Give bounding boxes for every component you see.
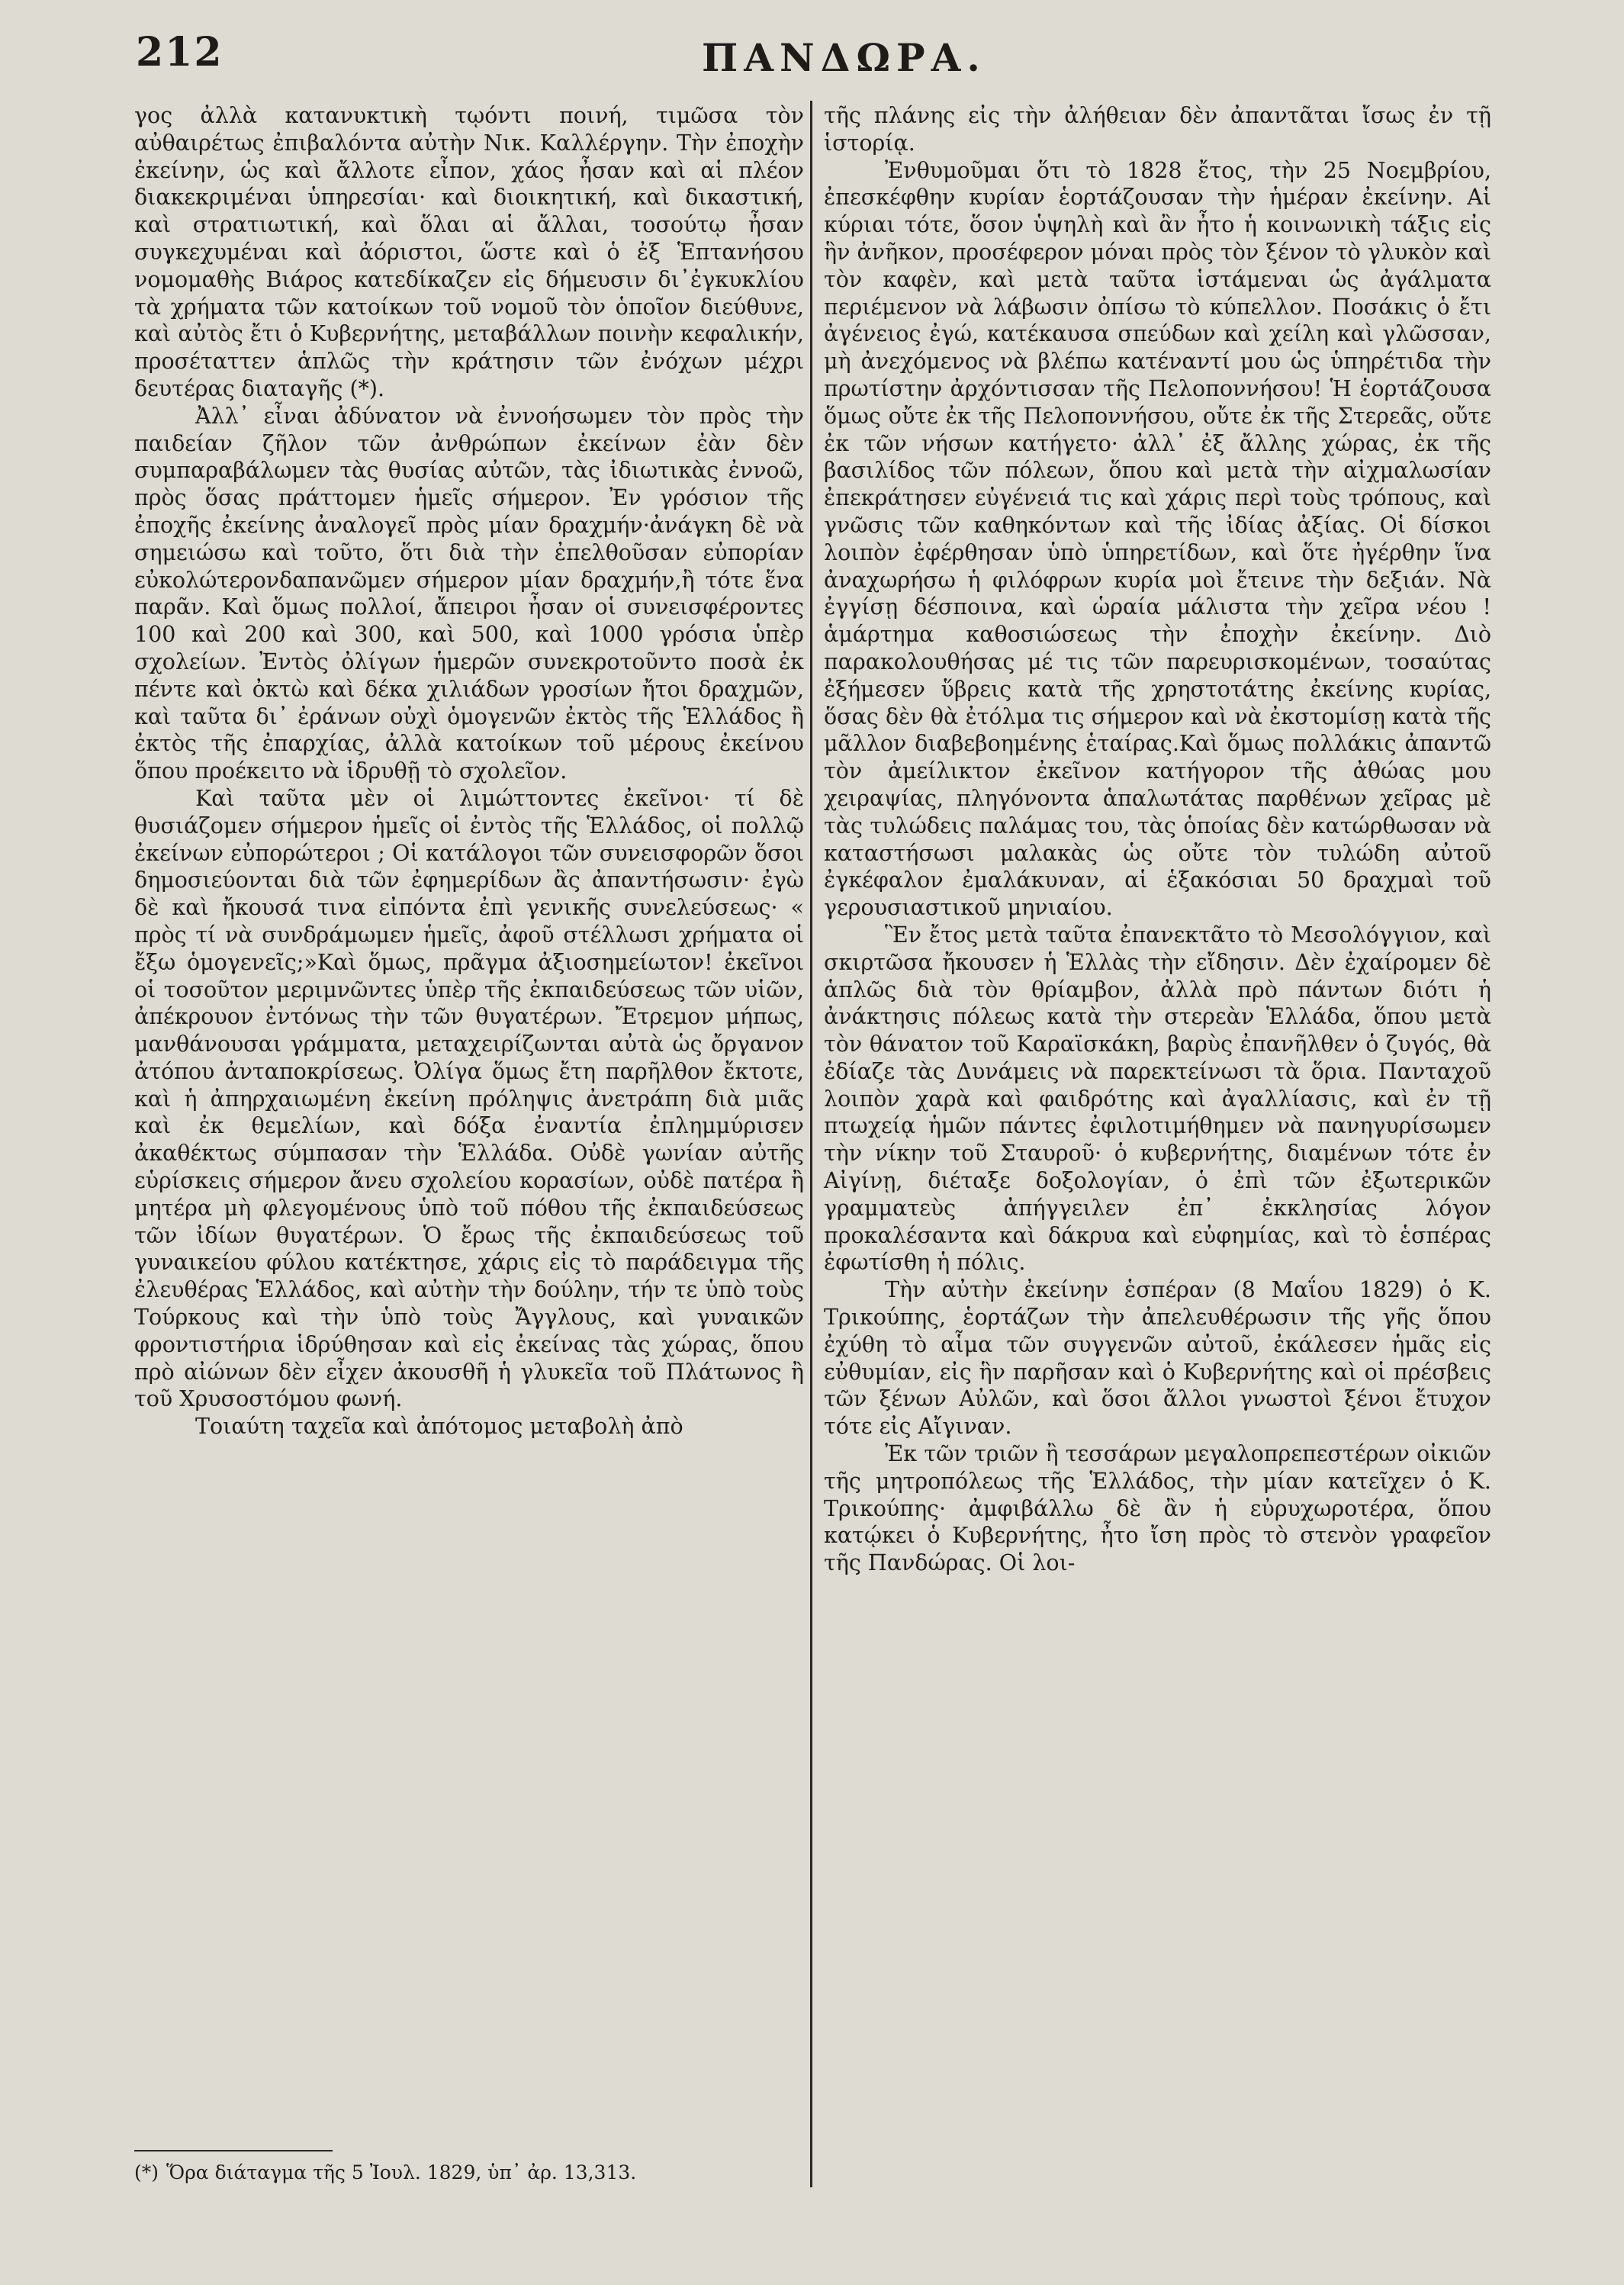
left-paragraph-2: Ἀλλ᾽ εἶναι ἀδύνατον νὰ ἐννοήσωμεν τὸν πρὸς τὴν παιδείαν ζῆλον τῶν ἀνθρώπων ἐκείνων ἐὰν δὲν συμπαραβάλωμεν τὰς θυσίας αὐτῶν, τὰς ἰδιωτικὰς ἐννοῶ, πρὸς ὅσας πράττομεν ἡμεῖς σήμερον. Ἐν γρόσιον τῆς ἐποχῆς ἐκείνης ἀναλογεῖ πρὸς μίαν δραχμήν·ἀνάγκη δὲ νὰ σημειώσω καὶ τοῦτο, ὅτι διὰ τὴν ἐπελθοῦσαν εὐπορίαν εὐκολώτερονδαπανῶμεν σήμερον μίαν δραχμήν,ἢ τότε ἕνα παρᾶν. Καὶ ὅμως πολλοί, ἄπειροι ἦσαν οἱ συνεισφέροντες 100 καὶ 200 καὶ 300, καὶ 500, καὶ 1000 γρόσια ὑπὲρ σχολείων. Ἐντὸς ὀλίγων ἡμερῶν συνεκροτοῦντο ποσὰ ἐκ πέντε καὶ ὀκτὼ καὶ δέκα χιλιάδων γροσίων ἤτοι δραχμῶν, καὶ ταῦτα δι᾽ ἐράνων οὐχὶ ὁμογενῶν ἐκτὸς τῆς Ἑλλάδος ἢ ἐκτὸς τῆς ἐπαρχίας, ἀλλὰ κατοίκων τοῦ μέρους ἐκείνου ὅπου προέκειτο νὰ ἱδρυθῇ τὸ σχολεῖον.	[134, 403, 804, 784]
right-paragraph-4: Τὴν αὐτὴν ἐκείνην ἑσπέραν (8 Μαΐου 1829) ὁ Κ. Τρικούπης, ἑορτάζων τὴν ἀπελευθέρωσιν τῆς γῆς ὅπου ἐχύθη τὸ αἷμα τῶν συγγενῶν αὐτοῦ, ἐκάλεσεν ἡμᾶς εἰς εὐθυμίαν, εἰς ἣν παρῆσαν καὶ ὁ Κυβερνήτης καὶ οἱ πρέσβεις τῶν ξένων Αὐλῶν, καὶ ὅσοι ἄλλοι γνωστοὶ ξένοι ἔτυχον τότε εἰς Αἴγιναν.	[824, 1277, 1491, 1440]
left-paragraph-3: Καὶ ταῦτα μὲν οἱ λιμώττοντες ἐκεῖνοι· τί δὲ θυσιάζομεν σήμερον ἡμεῖς οἱ ἐντὸς τῆς Ἑλλάδος, οἱ πολλῷ ἐκείνων εὐπορώτεροι ; Οἱ κατάλογοι τῶν συνεισφορῶν ὅσοι δημοσιεύονται διὰ τῶν ἐφημερίδων ἂς ἀπαντήσωσιν· ἐγὼ δὲ καὶ ἤκουσά τινα εἰπόντα ἐπὶ γενικῆς συνελεύσεως· « πρὸς τί νὰ συνδράμωμεν ἡμεῖς, ἀφοῦ στέλλωσι χρήματα οἱ ἔξω ὁμογενεῖς;»Καὶ ὅμως, πρᾶγμα ἀξιοσημείωτον! ἐκεῖνοι οἱ τοσοῦτον μεριμνῶντες ὑπὲρ τῆς ἐκπαιδεύσεως τῶν υἱῶν, ἀπέκρουον ἐντόνως τὴν τῶν θυγατέρων. Ἔτρεμον μήπως, μανθάνουσαι γράμματα, μεταχειρίζωνται αὐτὰ ὡς ὄργανον ἀτόπου ἀνταποκρίσεως. Ὀλίγα ὅμως ἔτη παρῆλθον ἔκτοτε, καὶ ἡ ἀπηρχαιωμένη ἐκείνη πρόληψις ἀνετράπη διὰ μιᾶς καὶ ἐκ θεμελίων, καὶ δόξα ἐναντία ἐπλημμύρισεν ἀκαθέκτως σύμπασαν τὴν Ἑλλάδα. Οὐδὲ γωνίαν αὐτῆς εὑρίσκεις σήμερον ἄνευ σχολείου κορασίων, οὐδὲ πατέρα ἢ μητέρα μὴ φλεγομένους ὑπὸ τοῦ πόθου τῆς ἐκπαιδεύσεως τῶν ἰδίων θυγατέρων. Ὁ ἔρως τῆς ἐκπαιδεύσεως τοῦ γυναικείου φύλου κατέκτησε, χάρις εἰς τὸ παράδειγμα τῆς ἐλευθέρας Ἑλλάδος, καὶ αὐτὴν τὴν δούλην, τήν τε ὑπὸ τοὺς Τούρκους καὶ τὴν ὑπὸ τοὺς Ἄγγλους, καὶ γυναικῶν φροντιστήρια ἱδρύθησαν καὶ εἰς ἐκείνας τὰς χώρας, ὅπου πρὸ αἰώνων δὲν εἶχεν ἀκουσθῆ ἡ γλυκεῖα τοῦ Πλάτωνος ἢ τοῦ Χρυσοστόμου φωνή.	[134, 785, 804, 1412]
journal-title: ΠΑΝΔΩΡΑ.	[702, 35, 986, 80]
footnote-text: Ὅρα διάταγμα τῆς 5 Ἰουλ. 1829, ὑπ᾽ ἀρ. 13,313.	[166, 2161, 637, 2184]
left-paragraph-4: Τοιαύτη ταχεῖα καὶ ἀπότομος μεταβολὴ ἀπὸ	[195, 1414, 683, 1440]
left-column	[134, 102, 804, 2086]
page-number: 212	[136, 29, 224, 76]
right-paragraph-1: τῆς πλάνης εἰς τὴν ἀλήθειαν δὲν ἀπαντᾶται ἴσως ἐν τῇ ἱστορίᾳ.	[824, 103, 1491, 156]
footnote	[134, 2161, 804, 2185]
right-paragraph-5: Ἐκ τῶν τριῶν ἢ τεσσάρων μεγαλοπρεπεστέρων οἰκιῶν τῆς μητροπόλεως τῆς Ἑλλάδος, τὴν μίαν κατεῖχεν ὁ Κ. Τρικούπης· ἀμφιβάλλω δὲ ἂν ἡ εὐρυχωροτέρα, ὅπου κατῴκει ὁ Κυβερνήτης, ἦτο ἴση πρὸς τὸ στενὸν γραφεῖον τῆς Πανδώρας. Οἱ λοι-	[824, 1441, 1491, 1576]
footnote-rule	[134, 2150, 333, 2151]
column-divider	[810, 101, 812, 2187]
right-paragraph-3: Ἓν ἔτος μετὰ ταῦτα ἐπανεκτᾶτο τὸ Μεσολόγγιον, καὶ σκιρτῶσα ἤκουσεν ἡ Ἑλλὰς τὴν εἴδησιν. Δὲν ἐχαίρομεν δὲ ἁπλῶς διὰ τὸν θρίαμβον, ἀλλὰ πρὸ πάντων διότι ἡ ἀνάκτησις πόλεως κατὰ τὴν στερεὰν Ἑλλάδα, ὅπου μετὰ τὸν θάνατον τοῦ Καραϊσκάκη, βαρὺς ἐπανῆλθεν ὁ ζυγός, θὰ ἐδίαζε τὰς Δυνάμεις νὰ παρεκτείνωσι τὰ ὅρια. Πανταχοῦ λοιπὸν χαρὰ καὶ φαιδρότης καὶ ἀγαλλίασις, καὶ ἐν τῇ πτωχείᾳ ἡμῶν πάντες ἐφιλοτιμήθημεν νὰ πανηγυρίσωμεν τὴν νίκην τοῦ Σταυροῦ· ὁ κυβερνήτης, διαμένων τότε ἐν Αἰγίνῃ, διέταξε δοξολογίαν, ὁ ἐπὶ τῶν ἐξωτερικῶν γραμματεὺς ἀπήγγειλεν ἐπ᾽ ἐκκλησίας λόγον προκαλέσαντα καὶ δάκρυα καὶ εὐφημίας, καὶ τὸ ἑσπέρας ἐφωτίσθη ἡ πόλις.	[824, 922, 1491, 1276]
footnote-marker: (*)	[134, 2161, 159, 2184]
left-paragraph-1: γος ἀλλὰ κατανυκτικὴ τῳόντι ποινή, τιμῶσα τὸν αὐθαιρέτως ἐπιβαλόντα αὐτὴν Νικ. Καλλέργην. Τὴν ἐποχὴν ἐκείνην, ὡς καὶ ἄλλοτε εἶπον, χάος ἦσαν καὶ αἱ πλέον διακεκριμέναι ὑπηρεσίαι· καὶ διοικητική, καὶ δικαστική, καὶ στρατιωτική, καὶ ὅλαι αἱ ἄλλαι, τοσούτῳ ἦσαν συγκεχυμέναι καὶ ἀόριστοι, ὥστε καὶ ὁ ἐξ Ἑπτανήσου νομομαθὴς Βιάρος κατεδίκαζεν εἰς δήμευσιν δι᾽ἐγκυκλίου τὰ χρήματα τῶν κατοίκων τοῦ νομοῦ τὸν ὁποῖον διεύθυνε, καὶ αὐτὸς ἔτι ὁ Κυβερνήτης, μεταβάλλων ποινὴν κεφαλικήν, προσέταττεν ἁπλῶς τὴν κράτησιν τῶν ἐνόχων μέχρι δευτέρας διαταγῆς (*).	[134, 103, 804, 401]
right-column	[824, 102, 1491, 2238]
page-header	[0, 29, 1624, 82]
right-paragraph-2: Ἐνθυμοῦμαι ὅτι τὸ 1828 ἔτος, τὴν 25 Νοεμβρίου, ἐπεσκέφθην κυρίαν ἑορτάζουσαν τὴν ἡμέραν ἐκείνην. Αἱ κύριαι τότε, ὅσον ὑψηλὴ καὶ ἂν ἦτο ἡ κοινωνικὴ τάξις εἰς ἣν ἀνῆκον, προσέφερον μόναι πρὸς τὸν ξένον τὸ γλυκὸν καὶ τὸν καφὲν, καὶ μετὰ ταῦτα ἱστάμεναι ὡς ἀγάλματα περιέμενον νὰ λάβωσιν ὀπίσω τὸ κύπελλον. Ποσάκις ὁ ἔτι ἀγένειος ἐγώ, κατέκαυσα σπεύδων καὶ χείλη καὶ γλῶσσαν, μὴ ἀνεχόμενος νὰ βλέπω κατέναντί μου ὡς ὑπηρέτιδα τὴν πρωτίστην ἀρχόντισσαν τῆς Πελοποννήσου! Ἡ ἑορτάζουσα ὅμως οὔτε ἐκ τῆς Πελοποννήσου, οὔτε ἐκ τῆς Στερεᾶς, οὔτε ἐκ τῶν νήσων κατήγετο· ἀλλ᾽ ἐξ ἄλλης χώρας, ἐκ τῆς βασιλίδος τῶν πόλεων, ὅπου καὶ μετὰ τὴν αἰχμαλωσίαν ἐπεκράτησεν εὐγένειά τις καὶ χάρις περὶ τοὺς τρόπους, καὶ γνῶσις τῶν καθηκόντων καὶ τῆς ἰδίας ἀξίας. Οἱ δίσκοι λοιπὸν ἐφέρθησαν ὑπὸ ὑπηρετίδων, καὶ ὅτε ἠγέρθην ἵνα ἀναχωρήσω ἡ φιλόφρων κυρία μοὶ ἔτεινε τὴν δεξιάν. Νὰ ἐγγίσῃ δέσποινα, καὶ ὡραία μάλιστα τὴν χεῖρα νέου ! ἁμάρτημα καθοσιώσεως τὴν ἐποχὴν ἐκείνην. Διὸ παρακολουθήσας μέ τις τῶν παρευρισκομένων, τοσαύτας ἐξήμεσεν ὕβρεις κατὰ τῆς χρηστοτάτης ἐκείνης κυρίας, ὅσας δὲν θὰ ἐτόλμα τις σήμερον καὶ νὰ ἐκστομίσῃ κατὰ τῆς μᾶλλον διαβεβοημένης ἑταίρας.Καὶ ὅμως πολλάκις ἀπαντῶ τὸν ἀμείλικτον ἐκεῖνον κατήγορον τῆς ἀθώας μου χειραψίας, πληγόνοντα ἁπαλωτάτας παρθένων χεῖρας μὲ τὰς τυλώδεις παλάμας του, τὰς ὁποίας δὲν κατώρθωσαν νὰ καταστήσωσι μαλακὰς ὡς οὔτε τὸν τυλώδη αὐτοῦ ἐγκέφαλον ἐμαλάκυναν, αἱ ἑξακόσιαι 50 δραχμαὶ τοῦ γερουσιαστικοῦ μηνιαίου.	[824, 157, 1491, 921]
